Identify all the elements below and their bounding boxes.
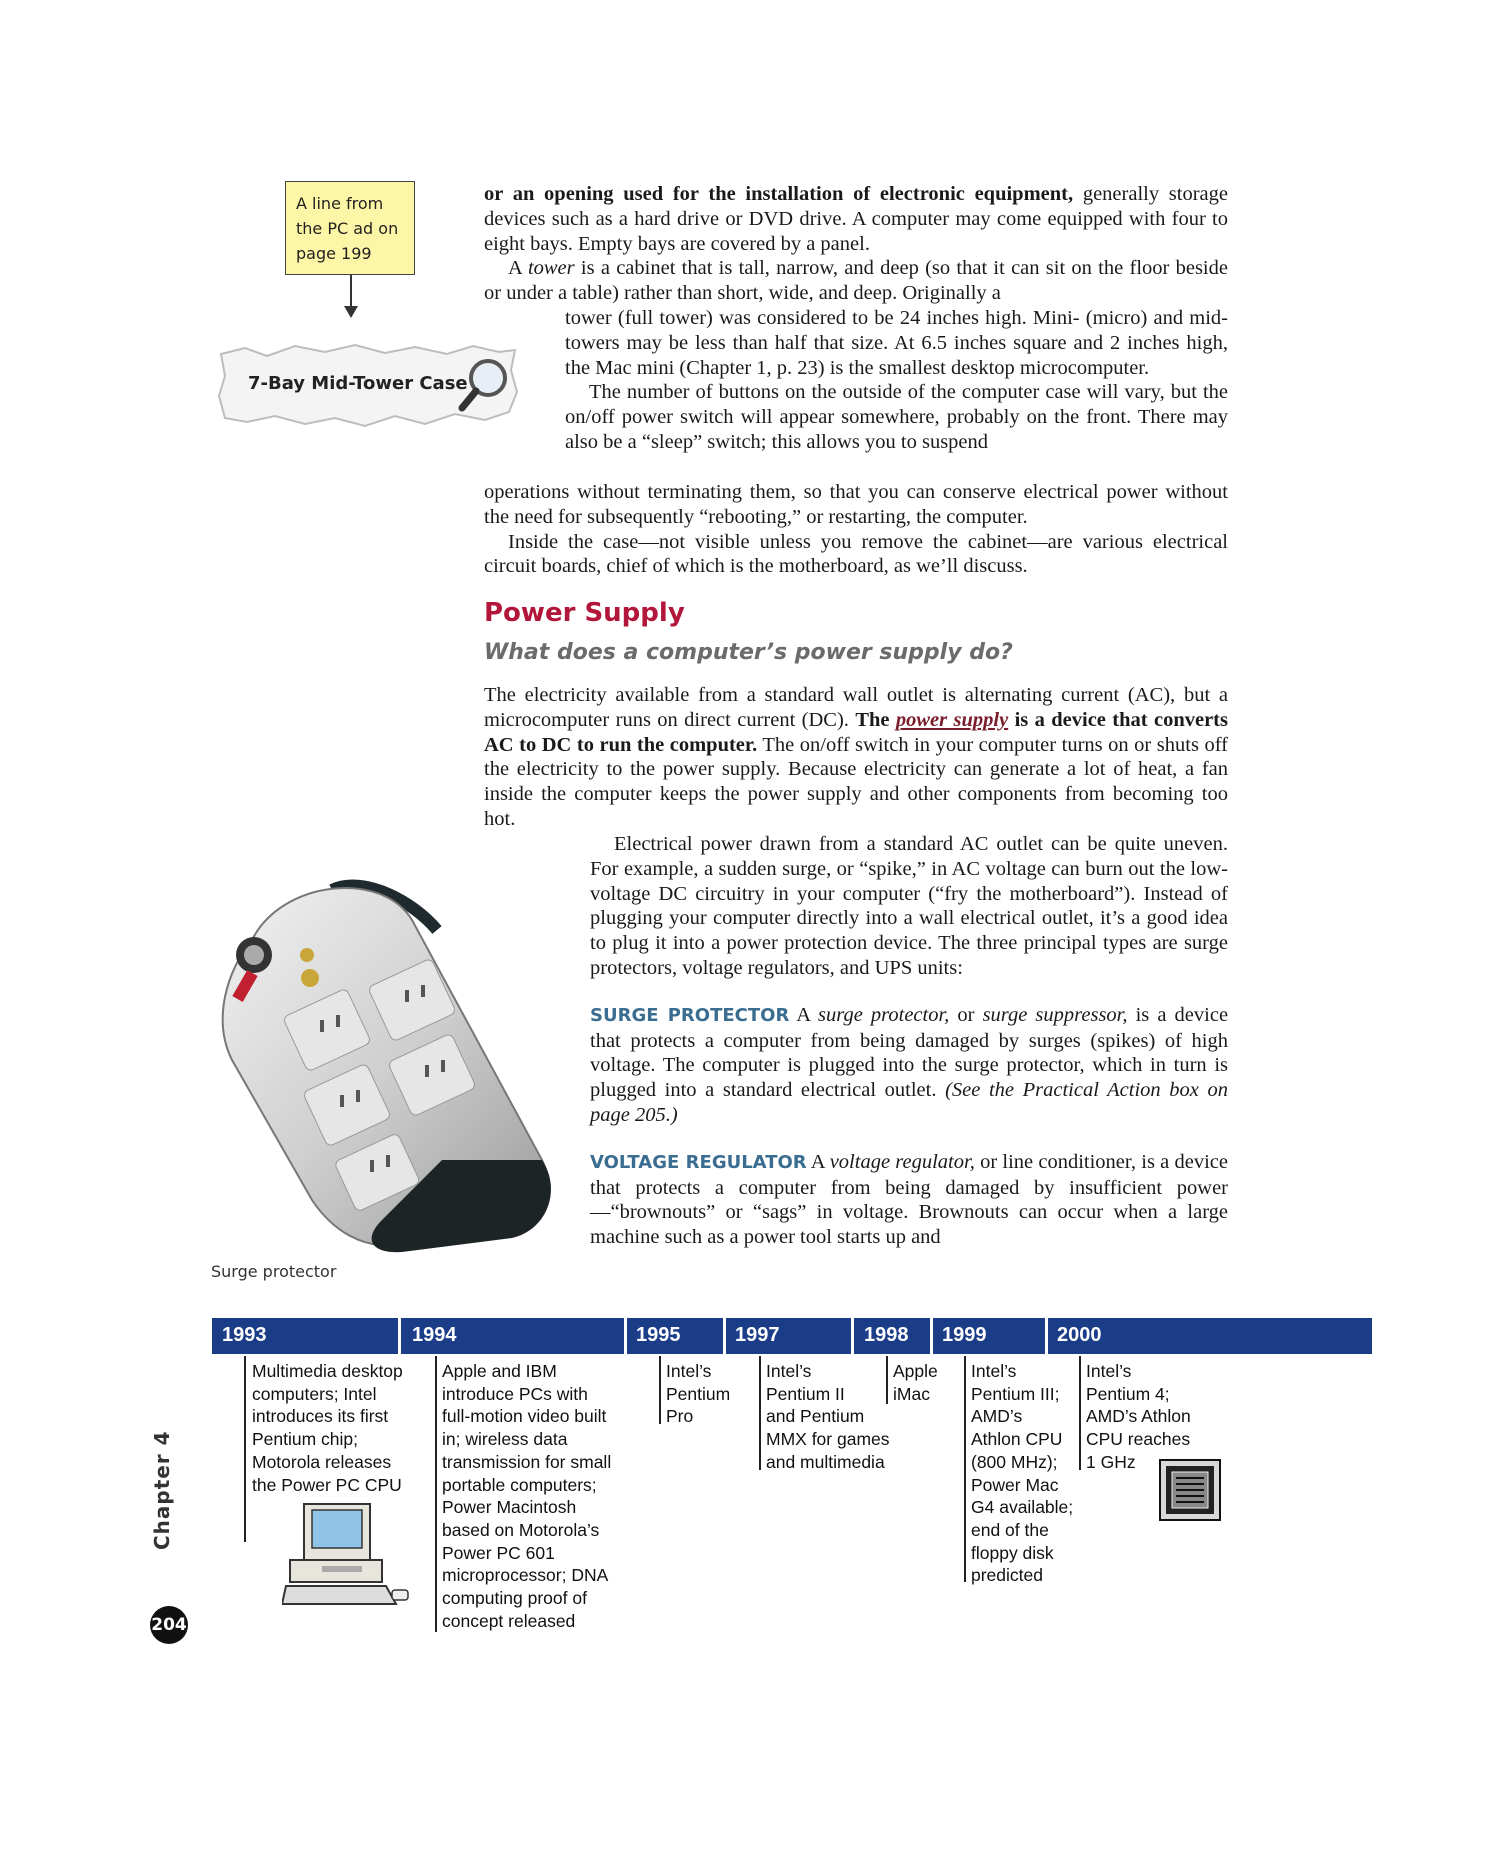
text-run: A	[508, 257, 528, 280]
timeline-line: G4 available;	[971, 1497, 1074, 1518]
timeline-year: 1999	[942, 1324, 987, 1346]
timeline-line: in; wireless data	[442, 1429, 568, 1450]
timeline-line: introduces its first	[252, 1406, 389, 1427]
text-run: tower (full tower) was considered to be 24 inches high. Mini- (micro) and mid-towers may be less than half that size. At 6.5 inches square and 2 inches high, the Mac mini (Chapter 1, p. 23) is the smallest desktop microcomputer.	[565, 307, 1228, 379]
text-run: Inside the case—not visible unless you remove the cabinet—are various electrical circuit boards, chief of which is the motherboard, as we’ll discuss.	[484, 530, 1228, 578]
torn-label-text: 7-Bay Mid-Tower Case	[248, 373, 468, 394]
timeline-connector	[244, 1356, 246, 1542]
text-run: A	[789, 1003, 819, 1026]
timeline-year: 1997	[735, 1324, 780, 1346]
timeline-entry-1998	[893, 1360, 938, 1405]
timeline-divider	[723, 1318, 726, 1354]
timeline-entry-1994	[442, 1360, 611, 1632]
timeline-line: Pentium chip;	[252, 1429, 359, 1450]
processor-chip-icon	[1158, 1458, 1222, 1522]
callout-note	[285, 181, 415, 275]
text-run: Electrical power drawn from a standard AC outlet can be quite uneven. For example, a sudden surge, or “spike,” in AC voltage can burn out the low-voltage DC circuitry in your computer (“fry the motherboard”). Instead of plugging your computer directly into a wall electrical outlet, it’s a good idea to plug it into a power protection device. The three principal types are surge protectors, voltage regulators, and UPS units:	[590, 833, 1228, 979]
timeline-line: Multimedia desktop	[252, 1361, 403, 1381]
callout-arrow-line	[350, 275, 352, 309]
timeline-line: and Pentium	[766, 1406, 865, 1427]
italic-term: surge suppressor,	[982, 1003, 1128, 1026]
timeline-divider	[930, 1318, 933, 1354]
timeline-entry-1995	[666, 1360, 730, 1428]
timeline-line: (800 MHz);	[971, 1451, 1058, 1472]
timeline-entry-1997	[766, 1360, 890, 1474]
timeline-line: Pro	[666, 1406, 694, 1427]
section-subheading: What does a computer’s power supply do?	[484, 640, 1013, 665]
timeline-line: computing proof of	[442, 1588, 587, 1609]
text-run: The number of buttons on the outside of the computer case will vary, but the on/off power switch will appear somewhere, probably on the front. There may also be a “sleep” switch; this allows you to suspend	[565, 381, 1228, 453]
text-run: or line conditioner, is a device that protects a computer from being damaged by insufficient power—“brownouts” or “sags” in voltage. Brownouts can occur when a large machine such as a power tool starts up and	[590, 1150, 1229, 1249]
timeline-line: Power Macintosh	[442, 1497, 577, 1518]
timeline-line: introduce PCs with	[442, 1383, 588, 1404]
paragraph-protection	[590, 832, 1228, 1250]
desktop-computer-icon	[282, 1500, 412, 1612]
italic-term: tower	[527, 257, 575, 280]
timeline-line: iMac	[893, 1383, 930, 1404]
bold-run: The	[855, 708, 896, 731]
timeline-line: MMX for games	[766, 1429, 890, 1450]
timeline-line: Power PC 601	[442, 1542, 555, 1563]
timeline-line: transmission for small	[442, 1451, 612, 1472]
paragraph-bays	[484, 182, 1228, 306]
timeline-line: Apple	[893, 1361, 938, 1381]
timeline-line: and multimedia	[766, 1451, 885, 1472]
timeline-line: portable computers;	[442, 1474, 597, 1495]
timeline-entry-1993	[252, 1360, 403, 1496]
timeline-year: 1993	[222, 1324, 267, 1346]
timeline-line: Motorola releases	[252, 1451, 392, 1472]
timeline-connector	[759, 1356, 761, 1470]
timeline-year: 1995	[636, 1324, 681, 1346]
timeline-line: based on Motorola’s	[442, 1519, 600, 1540]
timeline-line: Pentium 4;	[1086, 1383, 1170, 1404]
keyword-surge-protector: SURGE PROTECTOR	[590, 1004, 790, 1026]
timeline-year: 1998	[864, 1324, 909, 1346]
timeline-year: 2000	[1057, 1324, 1102, 1346]
paragraph-switch	[484, 480, 1228, 579]
timeline-line: end of the	[971, 1519, 1049, 1540]
italic-term: voltage regulator,	[829, 1150, 975, 1173]
text-run: is a cabinet that is tall, narrow, and deep (so that it can sit on the floor beside or under a table) rather than short, wide, and deep. Originally a	[484, 257, 1228, 305]
key-term-power-supply: power supply	[895, 708, 1009, 731]
timeline-divider	[1045, 1318, 1048, 1354]
text-run: operations without terminating them, so that you can conserve electrical power without the need for subsequently “rebooting,” or restarting, the computer.	[484, 481, 1228, 528]
timeline-line: Pentium III;	[971, 1383, 1060, 1404]
timeline-connector	[1079, 1356, 1081, 1470]
timeline-entry-1999	[971, 1360, 1073, 1587]
paragraph-tower	[565, 306, 1228, 455]
bold-run: is a device that converts AC to DC to run the computer.	[484, 708, 1228, 756]
timeline-line: AMD’s	[971, 1406, 1023, 1427]
bold-definition: or an opening used for the installation of electronic equipment,	[484, 183, 1074, 205]
timeline-line: Apple and IBM	[442, 1361, 557, 1381]
timeline-divider	[398, 1318, 401, 1354]
text-run: The on/off switch in your computer turns on or shuts off the electricity to the power supply. Because electricity can generate a lot of heat, a fan inside the computer keeps the power supply and other components from becoming too hot.	[484, 733, 1228, 830]
timeline-line: predicted	[971, 1565, 1043, 1586]
text-run: is a device that protects a computer from being damaged by surges (spikes) of high voltage. The computer is plugged into the surge protector, which in turn is plugged into a standard electrical outlet.	[590, 1003, 1229, 1102]
timeline-line: microprocessor; DNA	[442, 1565, 609, 1586]
timeline-divider	[851, 1318, 854, 1354]
timeline-line: Pentium	[666, 1383, 731, 1404]
timeline-line: Athlon CPU	[971, 1429, 1063, 1450]
chapter-label: Chapter 4	[150, 1430, 174, 1550]
timeline-line: Intel’s	[766, 1361, 812, 1381]
callout-arrow-head	[344, 306, 358, 318]
timeline-line: concept released	[442, 1610, 576, 1631]
timeline-line: floppy disk	[971, 1542, 1054, 1563]
timeline-connector	[659, 1356, 661, 1424]
image-caption: Surge protector	[211, 1262, 337, 1281]
timeline-connector	[964, 1356, 966, 1582]
callout-line: page 199	[296, 244, 372, 263]
cross-reference: (See the Practical Action box on page 205.)	[590, 1079, 1228, 1126]
timeline-line: Intel’s	[666, 1361, 712, 1381]
text-run: A	[806, 1150, 830, 1173]
callout-line: A line from	[296, 194, 384, 213]
timeline-entry-2000	[1086, 1360, 1191, 1474]
italic-term: surge protector,	[818, 1003, 950, 1026]
timeline-line: Intel’s	[1086, 1361, 1132, 1381]
timeline-divider	[624, 1318, 627, 1354]
timeline-line: AMD’s Athlon	[1086, 1406, 1191, 1427]
timeline-line: Pentium II	[766, 1383, 845, 1404]
timeline-connector	[435, 1356, 437, 1632]
timeline-line: 1 GHz	[1086, 1451, 1136, 1472]
timeline-year: 1994	[412, 1324, 457, 1346]
text-run: generally storage devices such as a hard drive or DVD drive. A computer may come equipped with four to eight bays. Empty bays are covered by a panel.	[484, 183, 1228, 255]
callout-line: the PC ad on	[296, 219, 399, 238]
keyword-voltage-regulator: VOLTAGE REGULATOR	[590, 1151, 807, 1173]
text-run: or	[949, 1003, 983, 1026]
surge-protector-image	[212, 860, 572, 1260]
timeline-line: CPU reaches	[1086, 1429, 1191, 1450]
timeline-line: Intel’s	[971, 1361, 1017, 1381]
section-heading: Power Supply	[484, 598, 685, 628]
page-number: 204	[150, 1606, 188, 1644]
text-run: The electricity available from a standard wall outlet is alternating current (AC), but a microcomputer runs on direct current (DC).	[484, 684, 1228, 731]
paragraph-power-supply	[484, 683, 1228, 832]
timeline-bar	[212, 1318, 1372, 1354]
timeline-line: full-motion video built	[442, 1406, 607, 1427]
timeline-line: Power Mac	[971, 1474, 1059, 1495]
timeline-line: the Power PC CPU	[252, 1474, 402, 1495]
timeline-line: computers; Intel	[252, 1383, 377, 1404]
